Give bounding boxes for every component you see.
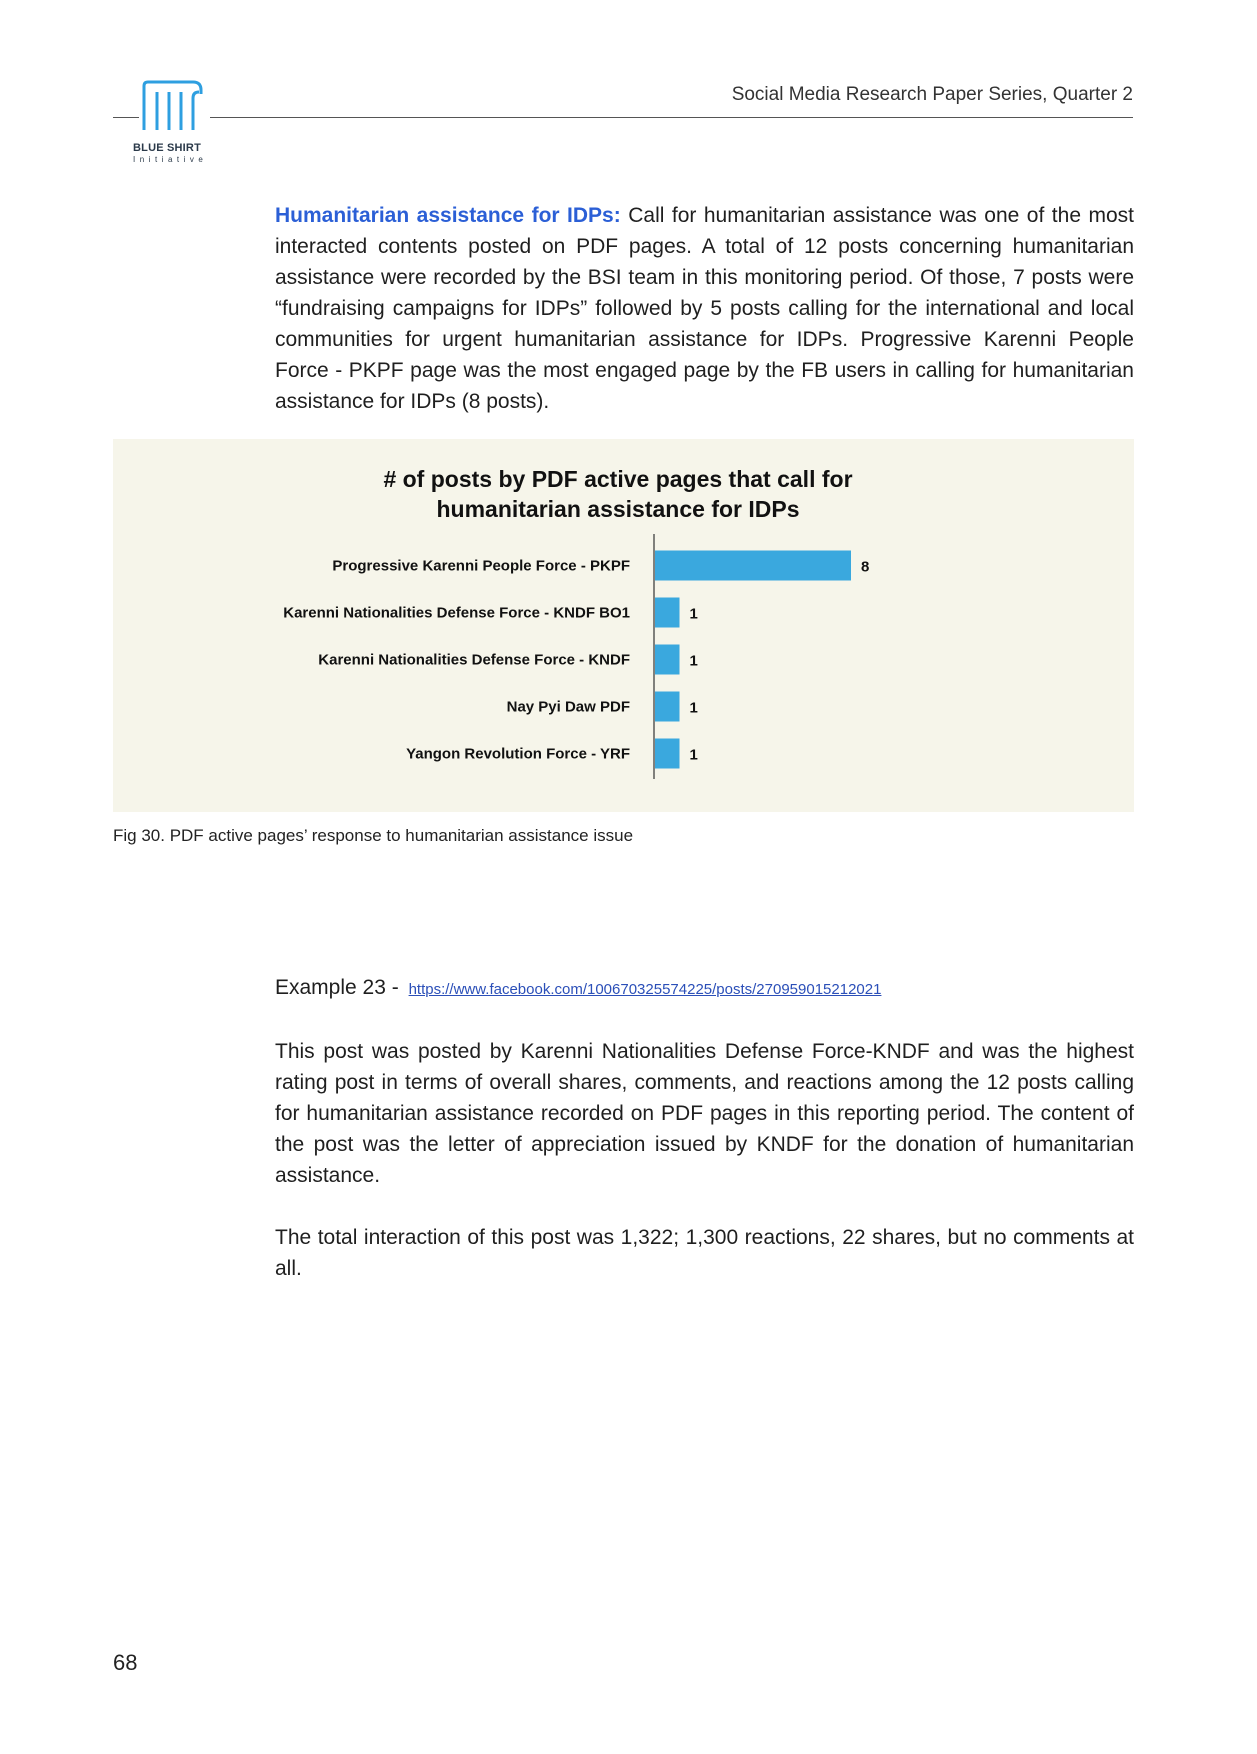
paragraph-lead: Humanitarian assistance for IDPs:: [275, 204, 621, 227]
data-label: 8: [861, 558, 870, 576]
data-label: 1: [689, 746, 698, 764]
bar-chart: [113, 439, 1134, 812]
example-link[interactable]: https://www.facebook.com/100670325574225/posts/270959015212021: [408, 981, 882, 998]
category-label: Yangon Revolution Force - YRF: [406, 745, 630, 763]
category-label: Karenni Nationalities Defense Force - KNDF BO1: [283, 604, 630, 622]
category-label: Karenni Nationalities Defense Force - KNDF: [318, 651, 630, 669]
paragraph-humanitarian-assistance: [275, 200, 1134, 417]
bar: [655, 645, 680, 675]
bar: [655, 551, 851, 581]
logo-name: BLUE SHIRT: [133, 142, 201, 154]
data-label: 1: [689, 699, 698, 717]
header-rule: [210, 117, 1133, 118]
paragraph-total-interaction: The total interaction of this post was 1,322; 1,300 reactions, 22 shares, but no comments at all.: [275, 1226, 1134, 1280]
chart-title-line2: humanitarian assistance for IDPs: [436, 496, 800, 522]
header-rule-left: [113, 117, 139, 118]
bar: [655, 692, 680, 722]
paragraph-post-description: This post was posted by Karenni Nationalities Defense Force-KNDF and was the highest rating post in terms of overall shares, comments, and reactions among the 12 posts calling for humanitarian assistance recorded on PDF pages in this reporting period. The content of the post was the letter of appreciation issued by KNDF for the donation of humanitarian assistance.: [275, 1040, 1134, 1187]
data-label: 1: [689, 605, 698, 623]
chart-panel: [113, 439, 1134, 812]
series-title: Social Media Research Paper Series, Quarter 2: [731, 84, 1133, 105]
example-label: Example 23 -: [275, 976, 399, 999]
category-label: Nay Pyi Daw PDF: [506, 698, 630, 716]
bar: [655, 739, 680, 769]
page-number: 68: [113, 1650, 138, 1675]
category-label: Progressive Karenni People Force - PKPF: [332, 557, 630, 575]
blue-shirt-logo: [113, 80, 217, 176]
figure-caption: Fig 30. PDF active pages’ response to humanitarian assistance issue: [113, 826, 634, 845]
logo-subtitle: Initiative: [133, 155, 208, 164]
logo-mark-icon: [113, 80, 217, 140]
data-label: 1: [689, 652, 698, 670]
paragraph-body: Call for humanitarian assistance was one of the most interacted contents posted on PDF pages. A total of 12 posts concerning humanitarian assistance were recorded by the BSI team in this monitoring period. Of those, 7 posts were “fundraising campaigns for IDPs” followed by 5 posts calling for the international and local communities for urgent humanitarian assistance for IDPs. Progressive Karenni People Force - PKPF page was the most engaged page by the FB users in calling for humanitarian assistance for IDPs (8 posts).: [275, 204, 1134, 413]
example-line: [275, 976, 881, 1000]
bar: [655, 598, 680, 628]
chart-title-line1: # of posts by PDF active pages that call for: [383, 466, 853, 492]
